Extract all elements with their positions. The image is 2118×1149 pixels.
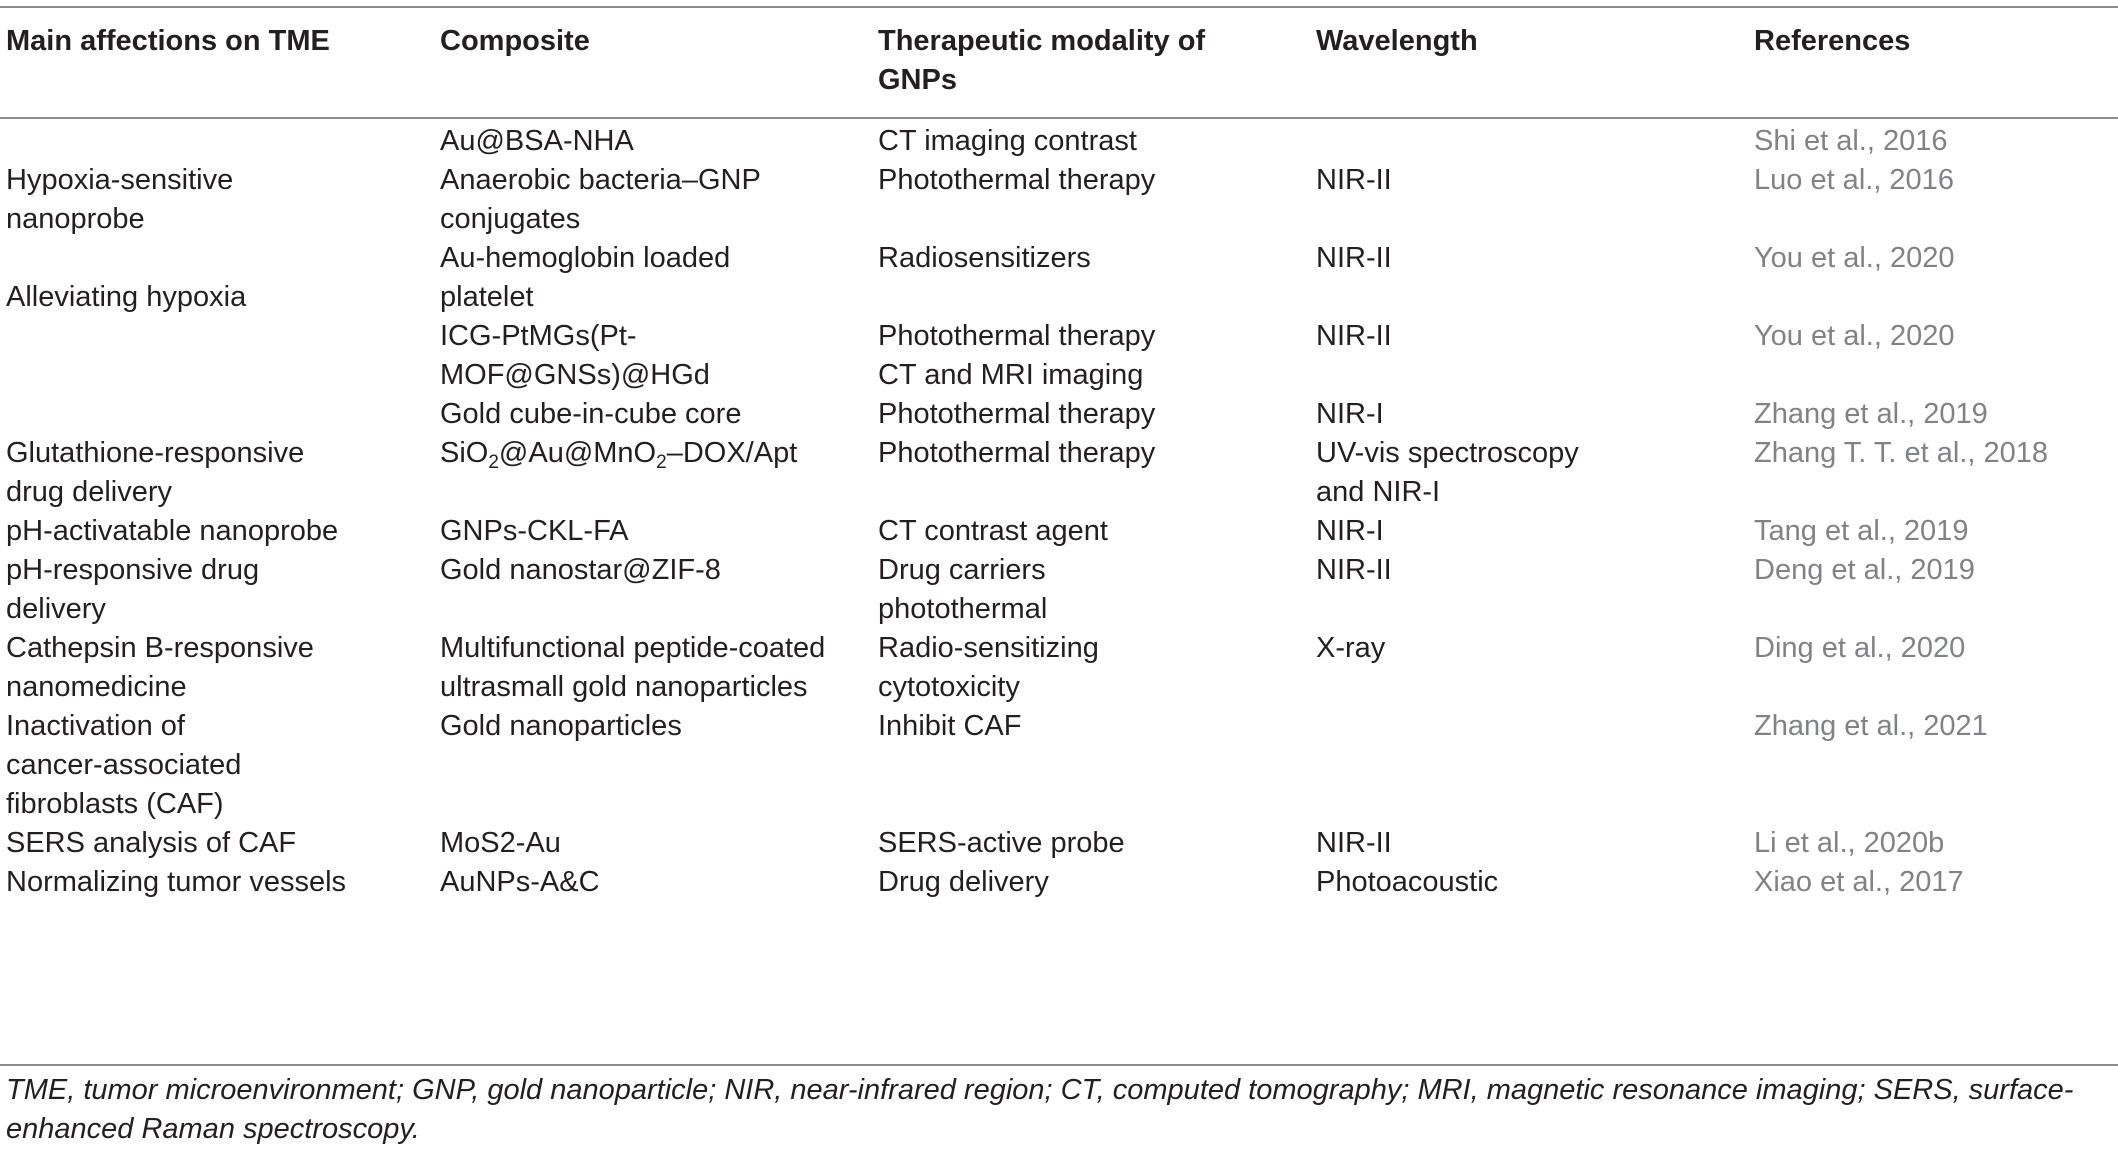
cell-composite: MoS2-Au (440, 827, 561, 859)
cell-composite: Au-hemoglobin loaded platelet (440, 242, 731, 313)
table-row (0, 512, 2118, 551)
table-row (0, 707, 2118, 824)
cell-affection (0, 395, 440, 434)
header-modality: Therapeutic modality of GNPs (878, 25, 1206, 96)
cell-modality: SERS-active probe (878, 827, 1125, 859)
cell-affection: pH-activatable nanoprobe (6, 515, 339, 547)
cell-reference: Tang et al., 2019 (1754, 515, 1969, 547)
cell-composite: GNPs-CKL-FA (440, 515, 629, 547)
cell-composite: Multifunctional peptide-coated ultrasmall gold nanoparticles (440, 632, 826, 703)
table-row (0, 863, 2118, 902)
cell-composite: Anaerobic bacteria–GNP conjugates (440, 164, 761, 235)
cell-affection (0, 317, 440, 395)
cell-composite: Gold nanoparticles (440, 710, 682, 742)
composite-part: @Au@MnO (498, 437, 657, 469)
bottom-rule (0, 1064, 2118, 1066)
header-references: References (1754, 25, 1911, 57)
table-row (0, 551, 2118, 629)
composite-part: –DOX/Apt (666, 437, 798, 469)
cell-affection: Hypoxia-sensitive nanoprobe (6, 164, 234, 235)
cell-reference: Deng et al., 2019 (1754, 554, 1975, 586)
cell-wavelength: X-ray (1316, 632, 1386, 664)
cell-modality: Photothermal therapy (878, 437, 1156, 469)
cell-modality: Drug delivery (878, 866, 1049, 898)
cell-modality: Photothermal therapy (878, 164, 1156, 196)
cell-composite: Au@BSA-NHA (440, 125, 634, 157)
cell-modality: Radiosensitizers (878, 242, 1091, 274)
subscript: 2 (488, 452, 499, 473)
table-row (0, 395, 2118, 434)
cell-affection: Cathepsin B-responsive nanomedicine (6, 632, 314, 703)
header-wavelength: Wavelength (1316, 25, 1478, 57)
cell-reference: Luo et al., 2016 (1754, 164, 1954, 196)
cell-wavelength: NIR-I (1316, 398, 1384, 430)
cell-modality: Radio-sensitizing cytotoxicity (878, 632, 1099, 703)
cell-wavelength: NIR-II (1316, 164, 1392, 196)
table-row (0, 103, 2118, 161)
cell-affection: Inactivation of cancer-associated fibroblasts (CAF) (6, 710, 242, 820)
cell-reference: You et al., 2020 (1754, 320, 1955, 352)
cell-composite (440, 434, 878, 512)
cell-wavelength: Photoacoustic (1316, 866, 1499, 898)
cell-composite: Gold cube-in-cube core (440, 398, 742, 430)
cell-reference: Zhang T. T. et al., 2018 (1754, 437, 2048, 469)
cell-affection: Glutathione-responsive drug delivery (6, 437, 305, 508)
cell-modality: Inhibit CAF (878, 710, 1022, 742)
cell-affection: SERS analysis of CAF (6, 827, 297, 859)
cell-modality: Drug carriers photothermal (878, 554, 1048, 625)
table-row (0, 434, 2118, 512)
cell-wavelength: NIR-I (1316, 515, 1384, 547)
cell-modality: Photothermal therapy CT and MRI imaging (878, 320, 1156, 391)
cell-reference: Ding et al., 2020 (1754, 632, 1966, 664)
cell-composite: AuNPs-A&C (440, 866, 600, 898)
cell-modality: CT contrast agent (878, 515, 1108, 547)
header-composite: Composite (440, 25, 590, 57)
cell-reference: Zhang et al., 2019 (1754, 398, 1988, 430)
table-footnote: TME, tumor microenvironment; GNP, gold nanoparticle; NIR, near-infrared region; CT, computed tomography; MRI, magnetic resonance imaging; SERS, surface-enhanced Raman spectroscopy. (6, 1074, 2074, 1145)
cell-reference: Zhang et al., 2021 (1754, 710, 1988, 742)
cell-modality: CT imaging contrast (878, 125, 1137, 157)
cell-modality: Photothermal therapy (878, 398, 1156, 430)
table-row (0, 317, 2118, 395)
header-row (0, 8, 2118, 103)
cell-composite: Gold nanostar@ZIF-8 (440, 554, 721, 586)
cell-affection: Alleviating hypoxia (6, 281, 247, 313)
cell-affection: Normalizing tumor vessels (6, 866, 347, 898)
table-row (0, 629, 2118, 707)
data-table (0, 8, 2118, 902)
cell-wavelength: NIR-II (1316, 320, 1392, 352)
cell-wavelength (1316, 707, 1754, 824)
table-row (0, 824, 2118, 863)
cell-affection: pH-responsive drug delivery (6, 554, 260, 625)
cell-wavelength (1316, 103, 1754, 161)
header-affection: Main affections on TME (6, 25, 330, 57)
composite-part: SiO (440, 437, 489, 469)
cell-wavelength: NIR-II (1316, 554, 1392, 586)
subscript: 2 (656, 452, 667, 473)
cell-wavelength: NIR-II (1316, 827, 1392, 859)
cell-wavelength: UV-vis spectroscopy and NIR-I (1316, 437, 1579, 508)
table-row (0, 239, 2118, 317)
cell-affection (0, 103, 440, 161)
cell-reference: Xiao et al., 2017 (1754, 866, 1964, 898)
cell-reference: Li et al., 2020b (1754, 827, 1945, 859)
cell-wavelength: NIR-II (1316, 242, 1392, 274)
cell-reference: Shi et al., 2016 (1754, 125, 1948, 157)
cell-composite: ICG-PtMGs(Pt-MOF@GNSs)@HGd (440, 320, 710, 391)
table-row (0, 161, 2118, 239)
cell-reference: You et al., 2020 (1754, 242, 1955, 274)
